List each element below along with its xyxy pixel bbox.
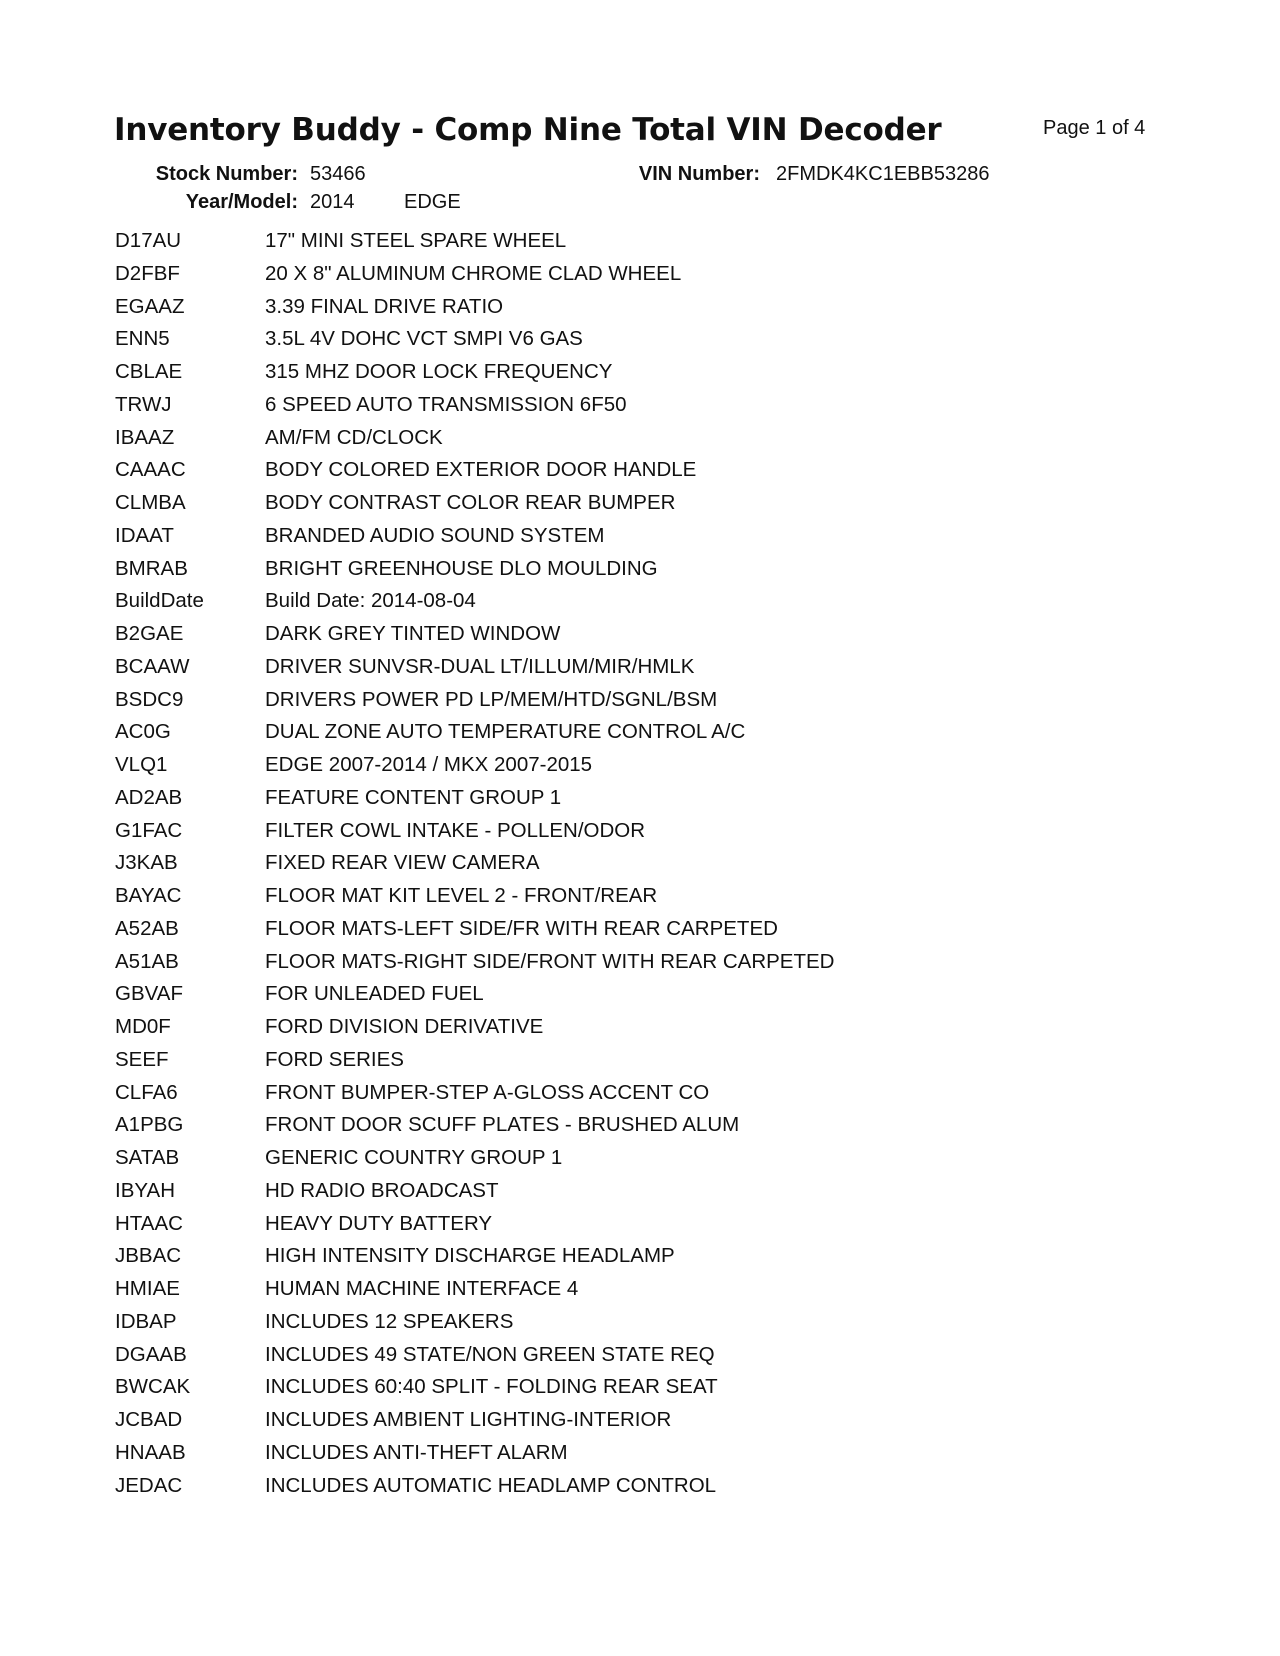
option-row (115, 1407, 1195, 1440)
option-row (115, 457, 1195, 490)
option-code: A51AB (115, 949, 179, 973)
option-description: INCLUDES AUTOMATIC HEADLAMP CONTROL (265, 1473, 717, 1497)
option-row (115, 588, 1195, 621)
option-code: A1PBG (115, 1113, 184, 1137)
option-code: TRWJ (115, 392, 172, 416)
option-row (115, 1309, 1195, 1342)
stock-number-label: Stock Number: (155, 163, 298, 185)
model-value: EDGE (404, 191, 461, 213)
option-code: BCAAW (115, 654, 190, 678)
option-description: INCLUDES AMBIENT LIGHTING-INTERIOR (265, 1408, 672, 1431)
option-code: CAAAC (115, 458, 186, 482)
option-row (115, 1473, 1195, 1506)
vin-number-label: VIN Number: (638, 163, 760, 185)
option-description: BRIGHT GREENHOUSE DLO MOULDING (265, 556, 658, 580)
option-row (115, 425, 1195, 458)
option-description: AM/FM CD/CLOCK (265, 425, 443, 449)
option-row (115, 490, 1195, 523)
option-description: FRONT BUMPER-STEP A-GLOSS ACCENT CO (265, 1080, 710, 1104)
option-description: FILTER COWL INTAKE - POLLEN/ODOR (265, 818, 646, 842)
option-code: IBAAZ (115, 425, 175, 449)
option-row (115, 621, 1195, 654)
option-code: BWCAK (115, 1375, 191, 1399)
option-row (115, 1112, 1195, 1145)
option-description: INCLUDES ANTI-THEFT ALARM (265, 1440, 568, 1464)
option-row (115, 1211, 1195, 1244)
option-row (115, 1276, 1195, 1309)
option-code: D17AU (115, 229, 182, 252)
option-description: HEAVY DUTY BATTERY (265, 1211, 493, 1235)
option-description: FLOOR MATS-LEFT SIDE/FR WITH REAR CARPETED (265, 916, 778, 940)
option-row (115, 949, 1195, 982)
option-row (115, 392, 1195, 425)
option-description: HUMAN MACHINE INTERFACE 4 (265, 1277, 579, 1300)
option-code: BSDC9 (115, 687, 184, 711)
option-description: INCLUDES 12 SPEAKERS (265, 1309, 514, 1333)
option-row (115, 1243, 1195, 1276)
vin-number-value: 2FMDK4KC1EBB53286 (776, 163, 990, 185)
option-code: GBVAF (115, 982, 183, 1006)
option-code: CBLAE (115, 360, 183, 383)
option-code: JCBAD (115, 1408, 183, 1431)
option-code: BuildDate (115, 589, 204, 613)
option-description: 3.5L 4V DOHC VCT SMPI V6 GAS (265, 327, 583, 351)
option-row (115, 654, 1195, 687)
option-code: DGAAB (115, 1342, 187, 1366)
option-description: 17" MINI STEEL SPARE WHEEL (265, 229, 567, 252)
option-description: HIGH INTENSITY DISCHARGE HEADLAMP (265, 1244, 675, 1268)
option-row (115, 359, 1195, 392)
document-title: Inventory Buddy - Comp Nine Total VIN Decoder (114, 112, 942, 148)
option-description: 3.39 FINAL DRIVE RATIO (265, 294, 504, 318)
option-row (115, 1178, 1195, 1211)
option-row (115, 1145, 1195, 1178)
option-description: FIXED REAR VIEW CAMERA (265, 851, 540, 875)
option-code: SEEF (115, 1047, 169, 1071)
option-row (115, 818, 1195, 851)
option-code: HNAAB (115, 1440, 186, 1464)
option-row (115, 523, 1195, 556)
option-row (115, 785, 1195, 818)
option-row (115, 1080, 1195, 1113)
option-description: BODY CONTRAST COLOR REAR BUMPER (265, 491, 676, 514)
option-description: EDGE 2007-2014 / MKX 2007-2015 (265, 753, 593, 776)
option-description: FRONT DOOR SCUFF PLATES - BRUSHED ALUM (265, 1113, 740, 1137)
option-code-list (115, 228, 1195, 1505)
page-indicator: Page 1 of 4 (1043, 117, 1146, 139)
option-row (115, 1047, 1195, 1080)
option-description: GENERIC COUNTRY GROUP 1 (265, 1146, 563, 1169)
option-description: BRANDED AUDIO SOUND SYSTEM (265, 523, 605, 547)
option-description: DUAL ZONE AUTO TEMPERATURE CONTROL A/C (265, 720, 746, 744)
option-description: INCLUDES 60:40 SPLIT - FOLDING REAR SEAT (265, 1375, 718, 1399)
option-description: DARK GREY TINTED WINDOW (265, 622, 561, 645)
option-code: IBYAH (115, 1178, 175, 1202)
option-description: 315 MHZ DOOR LOCK FREQUENCY (265, 360, 613, 383)
option-row (115, 687, 1195, 720)
option-code: JEDAC (115, 1473, 183, 1497)
option-row (115, 294, 1195, 327)
stock-number-value: 53466 (310, 163, 366, 185)
option-row (115, 326, 1195, 359)
option-row (115, 556, 1195, 589)
option-description: FLOOR MAT KIT LEVEL 2 - FRONT/REAR (265, 884, 658, 907)
option-code: J3KAB (115, 851, 178, 875)
option-code: HMIAE (115, 1277, 180, 1300)
option-row (115, 228, 1195, 261)
year-model-label: Year/Model: (185, 191, 298, 213)
option-row (115, 1014, 1195, 1047)
option-description: FEATURE CONTENT GROUP 1 (265, 785, 562, 809)
option-description: Build Date: 2014-08-04 (265, 589, 476, 613)
option-code: MD0F (115, 1015, 171, 1038)
option-code: SATAB (115, 1146, 180, 1169)
option-description: 20 X 8" ALUMINUM CHROME CLAD WHEEL (265, 261, 682, 285)
year-value: 2014 (310, 191, 355, 213)
option-code: IDBAP (115, 1309, 177, 1333)
option-row (115, 719, 1195, 752)
option-code: HTAAC (115, 1211, 183, 1235)
option-row (115, 1374, 1195, 1407)
option-description: FOR UNLEADED FUEL (265, 982, 484, 1006)
option-code: D2FBF (115, 261, 180, 285)
option-row (115, 981, 1195, 1014)
option-code: CLFA6 (115, 1080, 178, 1104)
option-code: G1FAC (115, 818, 183, 842)
option-code: EGAAZ (115, 294, 185, 318)
option-row (115, 752, 1195, 785)
option-description: DRIVERS POWER PD LP/MEM/HTD/SGNL/BSM (265, 687, 718, 711)
option-description: 6 SPEED AUTO TRANSMISSION 6F50 (265, 392, 627, 416)
option-description: FORD DIVISION DERIVATIVE (265, 1015, 544, 1038)
option-code: JBBAC (115, 1244, 182, 1268)
option-code: AD2AB (115, 785, 183, 809)
option-code: IDAAT (115, 523, 174, 547)
option-row (115, 916, 1195, 949)
option-row (115, 261, 1195, 294)
option-code: BAYAC (115, 884, 182, 907)
option-code: AC0G (115, 720, 171, 744)
option-row (115, 883, 1195, 916)
option-code: CLMBA (115, 491, 186, 514)
option-code: A52AB (115, 916, 179, 940)
option-row (115, 850, 1195, 883)
option-row (115, 1440, 1195, 1473)
option-description: BODY COLORED EXTERIOR DOOR HANDLE (265, 458, 697, 482)
option-description: INCLUDES 49 STATE/NON GREEN STATE REQ (265, 1342, 715, 1366)
option-code: BMRAB (115, 556, 188, 580)
option-code: ENN5 (115, 327, 170, 351)
option-description: FORD SERIES (265, 1047, 404, 1071)
option-code: VLQ1 (115, 753, 168, 776)
option-description: FLOOR MATS-RIGHT SIDE/FRONT WITH REAR CARPETED (265, 949, 835, 973)
option-description: HD RADIO BROADCAST (265, 1178, 499, 1202)
option-row (115, 1342, 1195, 1375)
option-code: B2GAE (115, 622, 184, 645)
option-description: DRIVER SUNVSR-DUAL LT/ILLUM/MIR/HMLK (265, 654, 695, 678)
